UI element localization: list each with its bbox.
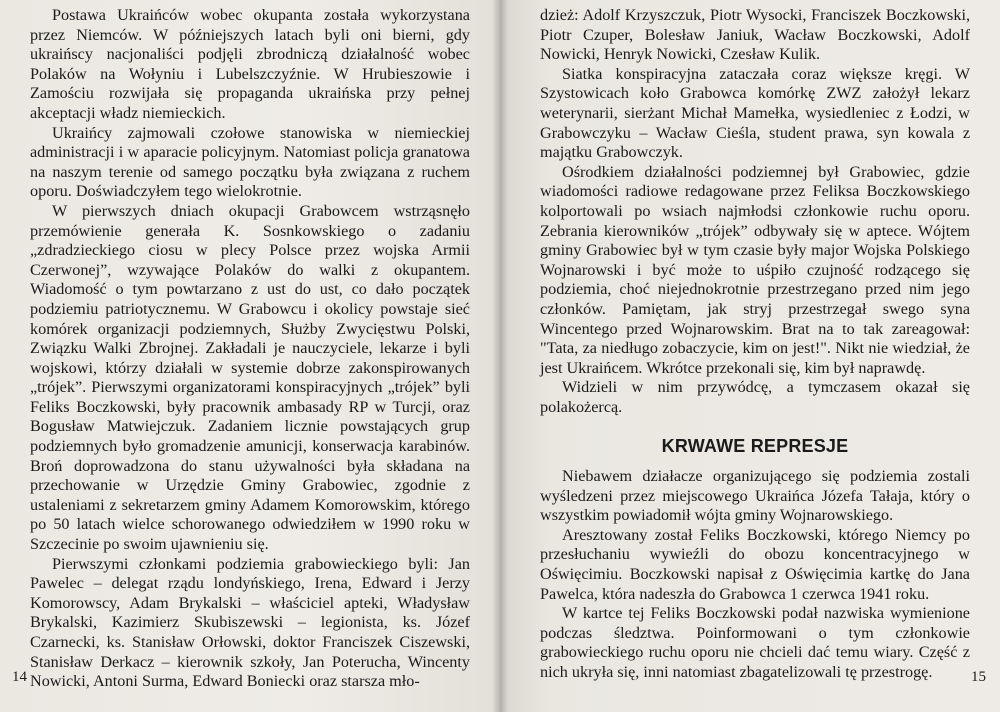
paragraph-continuation: dzież: Adolf Krzyszczuk, Piotr Wysocki, Franciszek Boczkowski, Piotr Czuper, Bolesław Janiuk, Wacław Boczkowski, Adolf Nowicki, Henryk Nowicki, Czesław Kulik. (540, 6, 970, 64)
paragraph: W pierwszych dniach okupacji Grabowcem wstrząsnęło przemówienie generała K. Sosnkowskiego o zadaniu „zdradzieckiego ciosu w plecy Polsce przez wojska Armii Czerwonej”, wzywające Polaków do walki z okupantem. Wiadomość o tym powtarzano z ust do ust, co dało początek podziemiu patriotycznemu. W Grabowcu i okolicy powstaje sieć komórek organizacji podziemnych, Służby Zwycięstwu Polski, Związku Walki Zbrojnej. Zakładali je nauczyciele, lekarze i byli wojskowi, którzy działali w systemie dobrze zakonspirowanych „trójek”. Pierwszymi organizatorami konspiracyjnych „trójek” byli Feliks Boczkowski, były pracownik ambasady RP w Turcji, oraz Bogusław Matwiejczuk. Zadaniem licznie powstających grup podziemnych było gromadzenie amunicji, konserwacja karabinów. Broń doprowadzona do stanu używalności była składana na przechowanie w Urzędzie Gminy Grabowiec, zgodnie z ustaleniami z sekretarzem gminy Adamem Komorowskim, którego po 50 latach wielce schorowanego odwiedziłem w 1990 roku w Szczecinie po swoim ujawnieniu się. (30, 201, 470, 554)
paragraph: Pierwszymi członkami podziemia grabowieckiego byli: Jan Pawelec – delegat rządu londyńskiego, Irena, Edward i Jerzy Komorowscy, Adam Brykalski – właściciel apteki, Władysław Brykalski, Kazimierz Skubiszewski – legionista, ks. Józef Czarnecki, ks. Stanisław Orłowski, doktor Franciszek Ciszewski, Stanisław Derkacz – kierownik szkoły, Jan Poterucha, Wincenty Nowicki, Antoni Surma, Edward Boniecki oraz starsza mło- (30, 554, 470, 691)
page-number: 15 (971, 669, 986, 685)
paragraph: Siatka konspiracyjna zataczała coraz większe kręgi. W Szystowicach koło Grabowca komórkę ZWZ założył lekarz weterynarii, sierżant Michał Mamełka, wysiedleniec z Łodzi, w Grabowczyku – Wacław Cieśla, student prawa, syn kowala z majątku Grabowczyk. (540, 64, 970, 162)
paragraph: Niebawem działacze organizującego się podziemia zostali wyśledzeni przez miejscowego Ukraińca Józefa Tałaja, który o wszystkim powiadomił wójta gminy Wojnarowskiego. (540, 467, 970, 525)
section-heading: KRWAWE REPRESJE (661, 436, 849, 457)
right-page (500, 0, 1000, 712)
paragraph: W kartce tej Feliks Boczkowski podał nazwiska wymienione podczas śledztwa. Poinformowani o tym członkowie grabowieckiego ruchu oporu nie chcieli dać temu wiary. Część z nich ukryła się, inni natomiast zbagatelizowali tę przestrogę. (540, 604, 970, 681)
paragraph: Widzieli w nim przywódcę, a tymczasem okazał się polakożercą. (540, 378, 970, 416)
paragraph: Ukraińcy zajmowali czołowe stanowiska w niemieckiej administracji i w aparacie policyjnym. Natomiast policja granatowa na naszym terenie od samego początku była związana z ruchem oporu. Doświadczyłem tego wielokrotnie. (30, 123, 470, 201)
paragraph: Aresztowany został Feliks Boczkowski, którego Niemcy po przesłuchaniu wywieźli do obozu koncentracyjnego w Oświęcimiu. Boczkowski napisał z Oświęcimia kartkę do Jana Pawelca, która nadeszła do Grabowca 1 czerwca 1941 roku. (540, 525, 970, 603)
paragraph: Postawa Ukraińców wobec okupanta została wykorzystana przez Niemców. W późniejszych latach byli oni bierni, gdy ukraińscy nacjonaliści podjęli zbrodniczą działalność wobec Polaków na Wołyniu i Lubelszczyźnie. W Hrubieszowie i Zamościu rozwijała się propaganda ukraińska przy pełnej akceptacji władz niemieckich. (30, 6, 470, 122)
page-number: 14 (12, 669, 27, 685)
book-gutter (492, 0, 508, 712)
paragraph: Ośrodkiem działalności podziemnej był Grabowiec, gdzie wiadomości radiowe redagowane przez Feliksa Boczkowskiego kolportowali po wsiach najmłodsi członkowie ruchu oporu. Zebrania kierowników „trójek” odbywały się w aptece. Wójtem gminy Grabowiec był w tym czasie były major Wojska Polskiego Wojnarowski i być może to uśpiło czujność rodzącego się podziemia, choć niejednokrotnie przestrzegano przed nim jego członków. Pamiętam, jak stryj przestrzegał swego syna Wincentego przed Wojnarowskim. Brat na to tak zareagował: "Tata, za niedługo zobaczycie, kim on jest!". Nikt nie wiedział, że jest Ukraińcem. Wkrótce przekonali się, kim był naprawdę. (540, 162, 970, 377)
right-page-text (540, 6, 970, 683)
left-page-text (30, 6, 470, 692)
